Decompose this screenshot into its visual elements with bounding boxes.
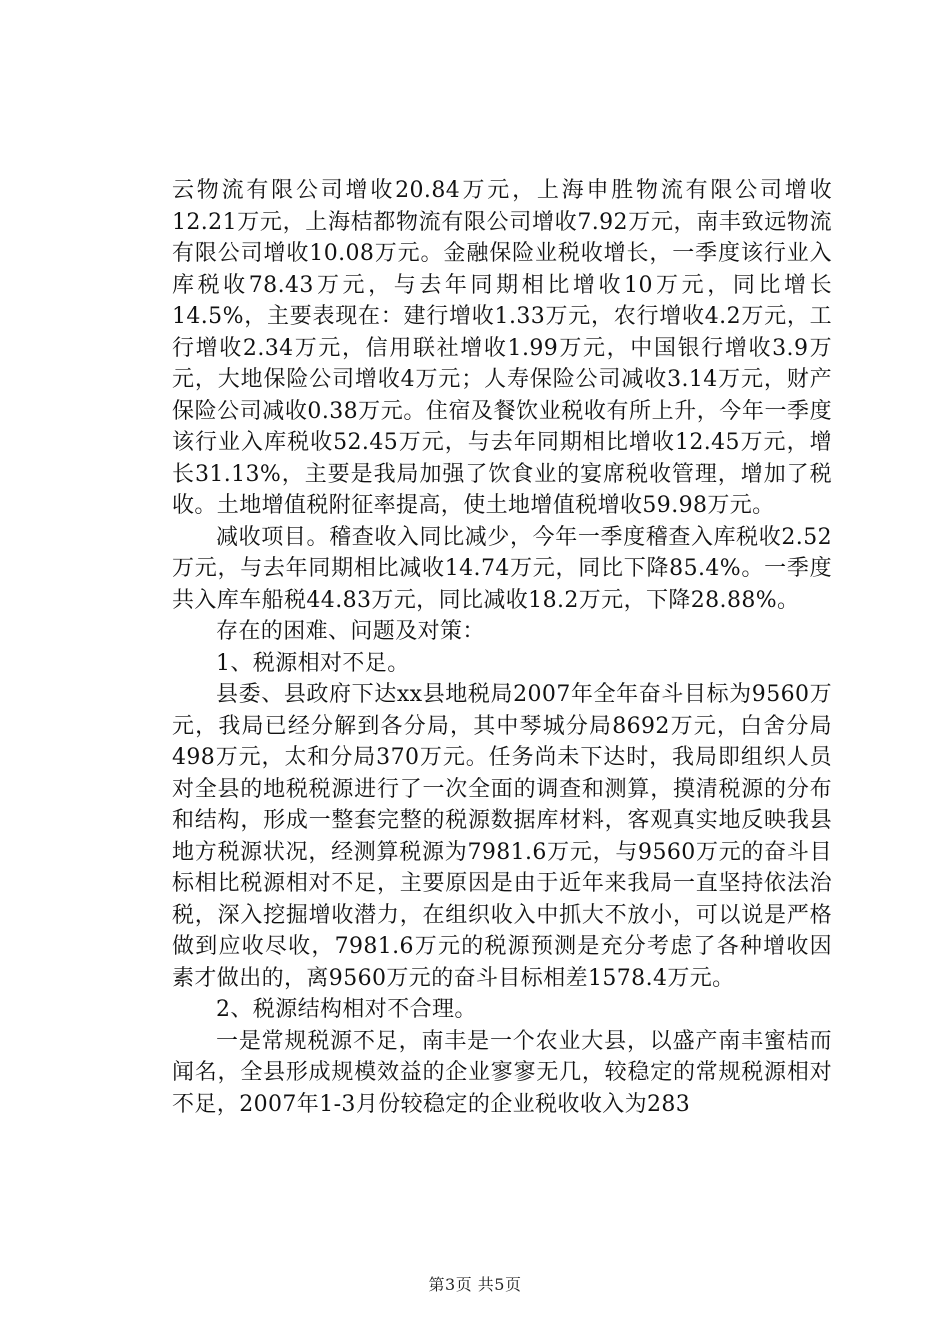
paragraph-reduction-items: 减收项目。稽查收入同比减少，今年一季度稽查入库税收2.52万元，与去年同期相比减收14.74万元，同比下降85.4%。一季度共入库车船税44.83万元，同比减收18.2万元，下降28.88%。 xyxy=(172,524,832,613)
paragraph-heading-1: 1、税源相对不足。 xyxy=(216,650,410,676)
paragraph-problems-heading: 存在的困难、问题及对策： xyxy=(216,619,485,644)
paragraph-continuation: 云物流有限公司增收20.84万元，上海申胜物流有限公司增收12.21万元，上海桔都物流有限公司增收7.92万元，南丰致远物流有限公司增收10.08万元。金融保险业税收增长，一季度该行业入库税收78.43万元，与去年同期相比增收10万元，同比增长14.5%，主要表现在：建行增收1.33万元，农行增收4.2万元，工行增收2.34万元，信用联社增收1.99万元，中国银行增收3.9万元，大地保险公司增收4万元；人寿保险公司减收3.14万元，财产保险公司减收0.38万元。住宿及餐饮业税收有所上升，今年一季度该行业入库税收52.45万元，与去年同期相比增收12.45万元，增长31.13%，主要是我局加强了饮食业的宴席税收管理，增加了税收。土地增值税附征率提高，使土地增值税增收59.98万元。 xyxy=(172,178,832,518)
paragraph-heading-2: 2、税源结构相对不合理。 xyxy=(216,997,477,1022)
paragraph-tax-source-shortage: 县委、县政府下达xx县地税局2007年全年奋斗目标为9560万元，我局已经分解到各分局，其中琴城分局8692万元，白舍分局498万元，太和分局370万元。任务尚未下达时，我局即组织人员对全县的地税税源进行了一次全面的调查和测算，摸清税源的分布和结构，形成一整套完整的税源数据库材料，客观真实地反映我县地方税源状况，经测算税源为7981.6万元，与9560万元的奋斗目标相比税源相对不足，主要原因是由于近年来我局一直坚持依法治税，深入挖掘增收潜力，在组织收入中抓大不放小，可以说是严格做到应收尽收，7981.6万元的税源预测是充分考虑了各种增收因素才做出的，离9560万元的奋斗目标相差1578.4万元。 xyxy=(172,682,832,991)
paragraph-tax-source-structure: 一是常规税源不足，南丰是一个农业大县，以盛产南丰蜜桔而闻名，全县形成规模效益的企业寥寥无几，较稳定的常规税源相对不足，2007年1-3月份较稳定的企业税收收入为283 xyxy=(172,1028,832,1117)
document-body xyxy=(172,175,832,1120)
page-footer xyxy=(0,1272,950,1295)
page-number: 第3页 共5页 xyxy=(428,1275,522,1294)
